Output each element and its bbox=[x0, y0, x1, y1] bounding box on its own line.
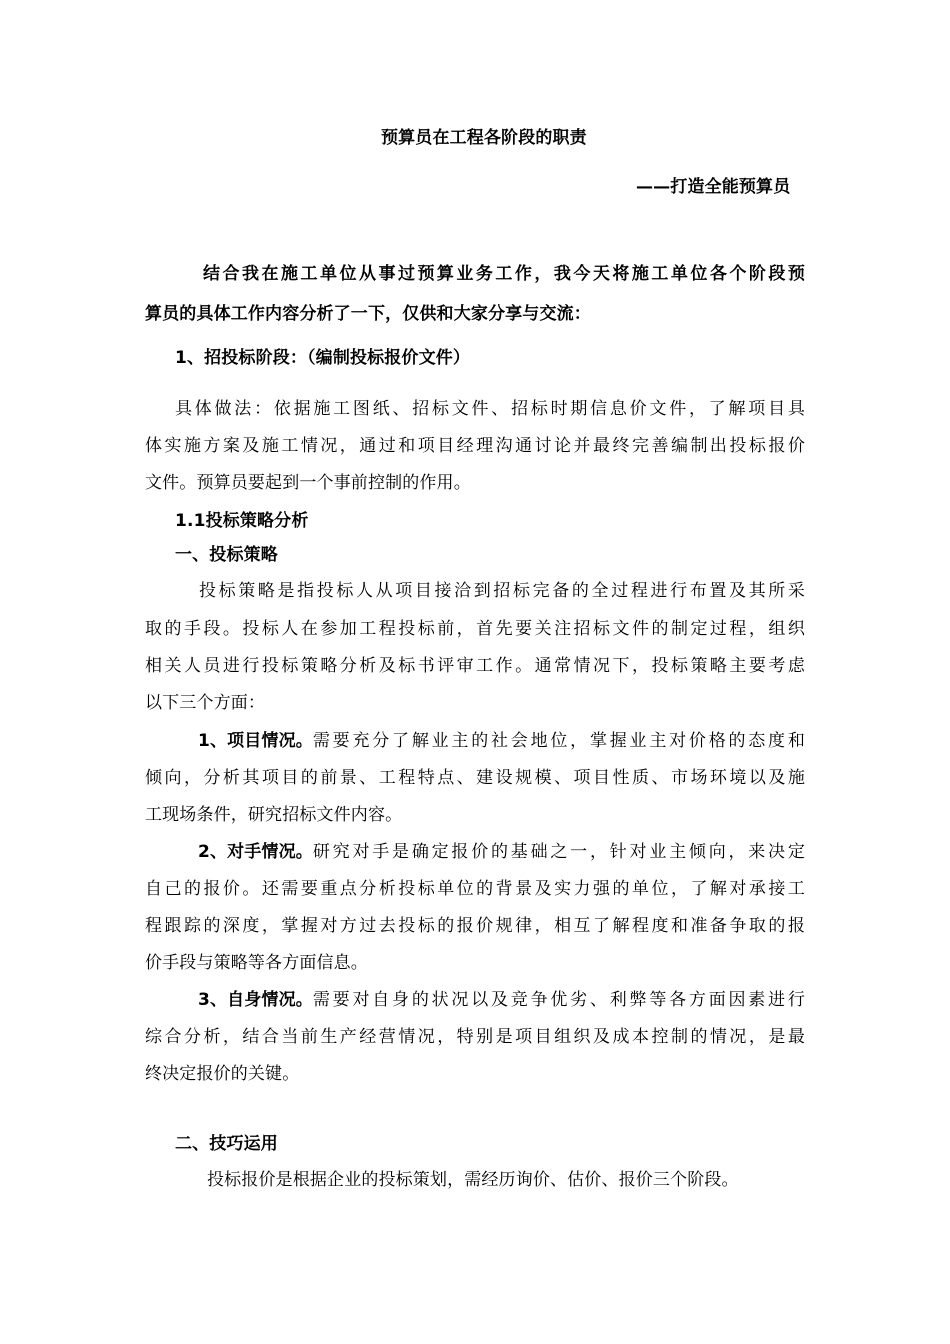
item-text: 研究对手是确定报价的基础之一，针对业主倾向，来决定 bbox=[312, 842, 805, 862]
item-line bbox=[198, 729, 805, 753]
intro-line: 结合我在施工单位从事过预算业务工作，我今天将施工单位各个阶段预 bbox=[203, 264, 805, 284]
paragraph-line: 投标报价是根据企业的投标策划，需经历询价、估价、报价三个阶段。 bbox=[207, 1170, 739, 1190]
paragraph-line: 以下三个方面： bbox=[145, 693, 266, 713]
strategy-heading: 一、投标策略 bbox=[175, 545, 278, 565]
paragraph-line: 自己的报价。还需要重点分析投标单位的背景及实力强的单位，了解对承接工 bbox=[145, 879, 805, 899]
page-subtitle: ——打造全能预算员 bbox=[636, 177, 791, 197]
paragraph-line: 倾向，分析其项目的前景、工程特点、建设规模、项目性质、市场环境以及施 bbox=[145, 768, 805, 788]
skills-heading: 二、技巧运用 bbox=[175, 1134, 278, 1154]
section-heading: 1、招投标阶段：（编制投标报价文件） bbox=[175, 348, 471, 368]
intro-line: 算员的具体工作内容分析了一下，仅供和大家分享与交流： bbox=[145, 304, 591, 324]
paragraph-line: 终决定报价的关键。 bbox=[145, 1064, 300, 1084]
item-line bbox=[198, 840, 805, 864]
paragraph-line: 程跟踪的深度，掌握对方过去投标的报价规律，相互了解程度和准备争取的报 bbox=[145, 916, 805, 936]
item-label: 2、对手情况。 bbox=[198, 842, 313, 862]
item-line bbox=[198, 988, 805, 1012]
item-text: 需要对自身的状况以及竞争优劣、利弊等各方面因素进行 bbox=[312, 990, 805, 1010]
paragraph-line: 价手段与策略等各方面信息。 bbox=[145, 953, 368, 973]
paragraph-line: 相关人员进行投标策略分析及标书评审工作。通常情况下，投标策略主要考虑 bbox=[145, 656, 805, 676]
paragraph-line: 工现场条件，研究招标文件内容。 bbox=[145, 805, 403, 825]
item-label: 1、项目情况。 bbox=[198, 731, 313, 751]
paragraph-line: 具体做法：依据施工图纸、招标文件、招标时期信息价文件，了解项目具 bbox=[175, 399, 805, 419]
paragraph-line: 取的手段。投标人在参加工程投标前，首先要关注招标文件的制定过程，组织 bbox=[145, 619, 805, 639]
paragraph-line: 体实施方案及施工情况，通过和项目经理沟通讨论并最终完善编制出投标报价 bbox=[145, 436, 805, 456]
paragraph-line: 文件。预算员要起到一个事前控制的作用。 bbox=[145, 473, 471, 493]
subsection-heading: 1.1投标策略分析 bbox=[175, 511, 309, 531]
paragraph-line: 投标策略是指投标人从项目接洽到招标完备的全过程进行布置及其所采 bbox=[199, 581, 805, 601]
item-text: 需要充分了解业主的社会地位，掌握业主对价格的态度和 bbox=[312, 731, 805, 751]
paragraph-line: 综合分析，结合当前生产经营情况，特别是项目组织及成本控制的情况，是最 bbox=[145, 1027, 805, 1047]
item-label: 3、自身情况。 bbox=[198, 990, 313, 1010]
page-title: 预算员在工程各阶段的职责 bbox=[381, 128, 587, 148]
